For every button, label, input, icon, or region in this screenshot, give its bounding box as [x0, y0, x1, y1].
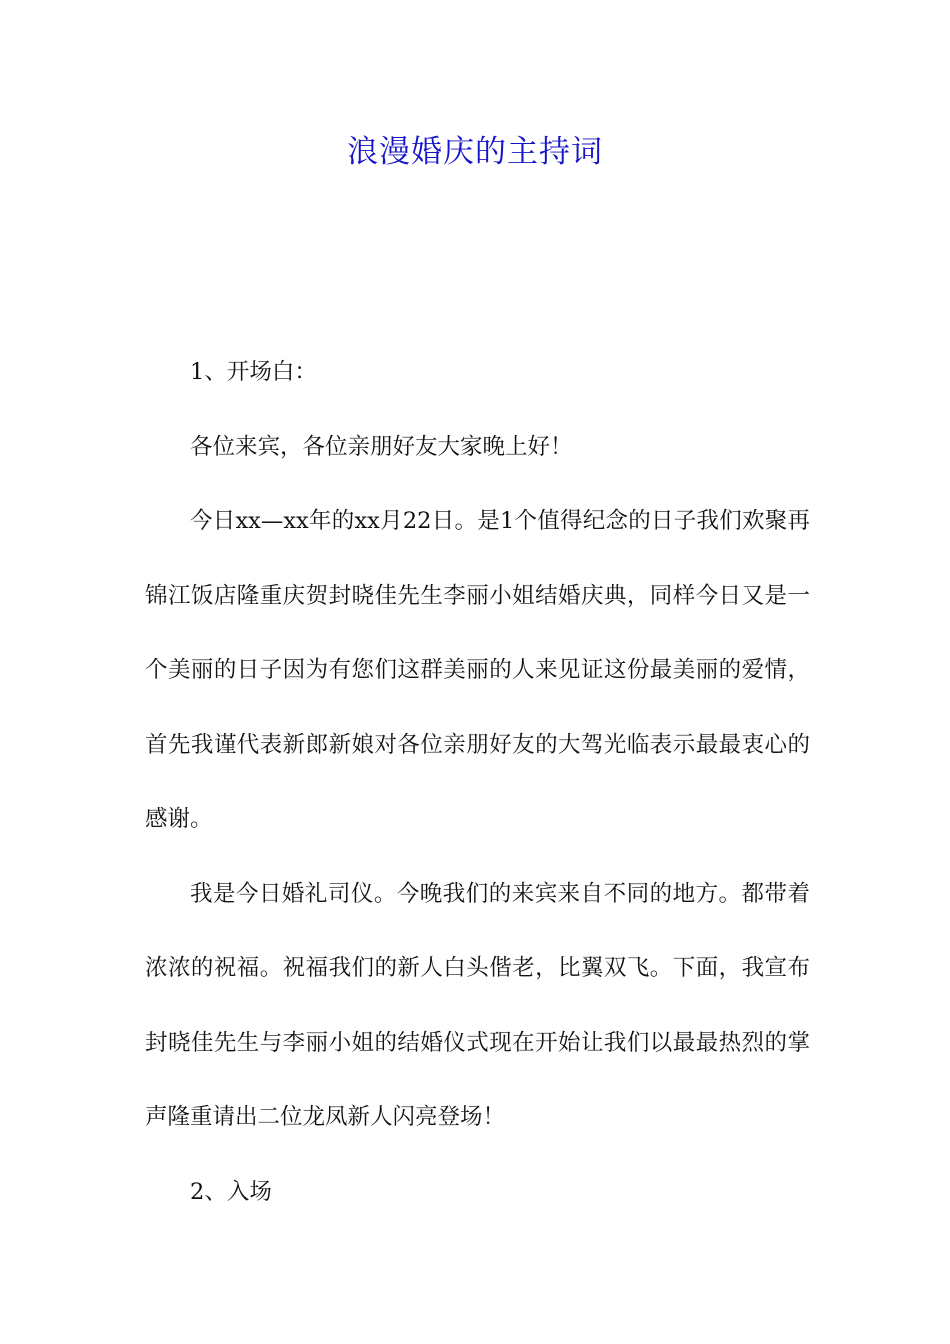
paragraph-greeting: 各位来宾，各位亲朋好友大家晚上好！ [190, 433, 573, 460]
section-heading-opening: 1、开场白： [190, 359, 317, 385]
document-body [145, 335, 810, 1229]
paragraph-host-announcement: 我是今日婚礼司仪。今晚我们的来宾来自不同的地方。都带着浓浓的祝福。祝福我们的新人白头偕老，比翼双飞。下面，我宣布 封晓佳先生与李丽小姐的结婚仪式现在开始让我们以最最热烈的掌声隆重请出二位龙凤新人闪亮登场！ [145, 880, 810, 1130]
document-title: 浪漫婚庆的主持词 [347, 134, 603, 170]
paragraph-introduction: 今日xx—xx年的xx月22日。是1个值得纪念的日子我们欢聚再锦江饭店隆重庆贺封晓佳先生李丽小姐结婚庆典，同样今日又是一个美丽的日子因为有您们这群美丽的人来见证这份最美丽的爱情，首先我谨代表新郎新娘对各位亲朋好友的大驾光临表示最最衷心的感谢。 [145, 508, 810, 832]
section-heading-entrance: 2、入场 [190, 1178, 272, 1205]
